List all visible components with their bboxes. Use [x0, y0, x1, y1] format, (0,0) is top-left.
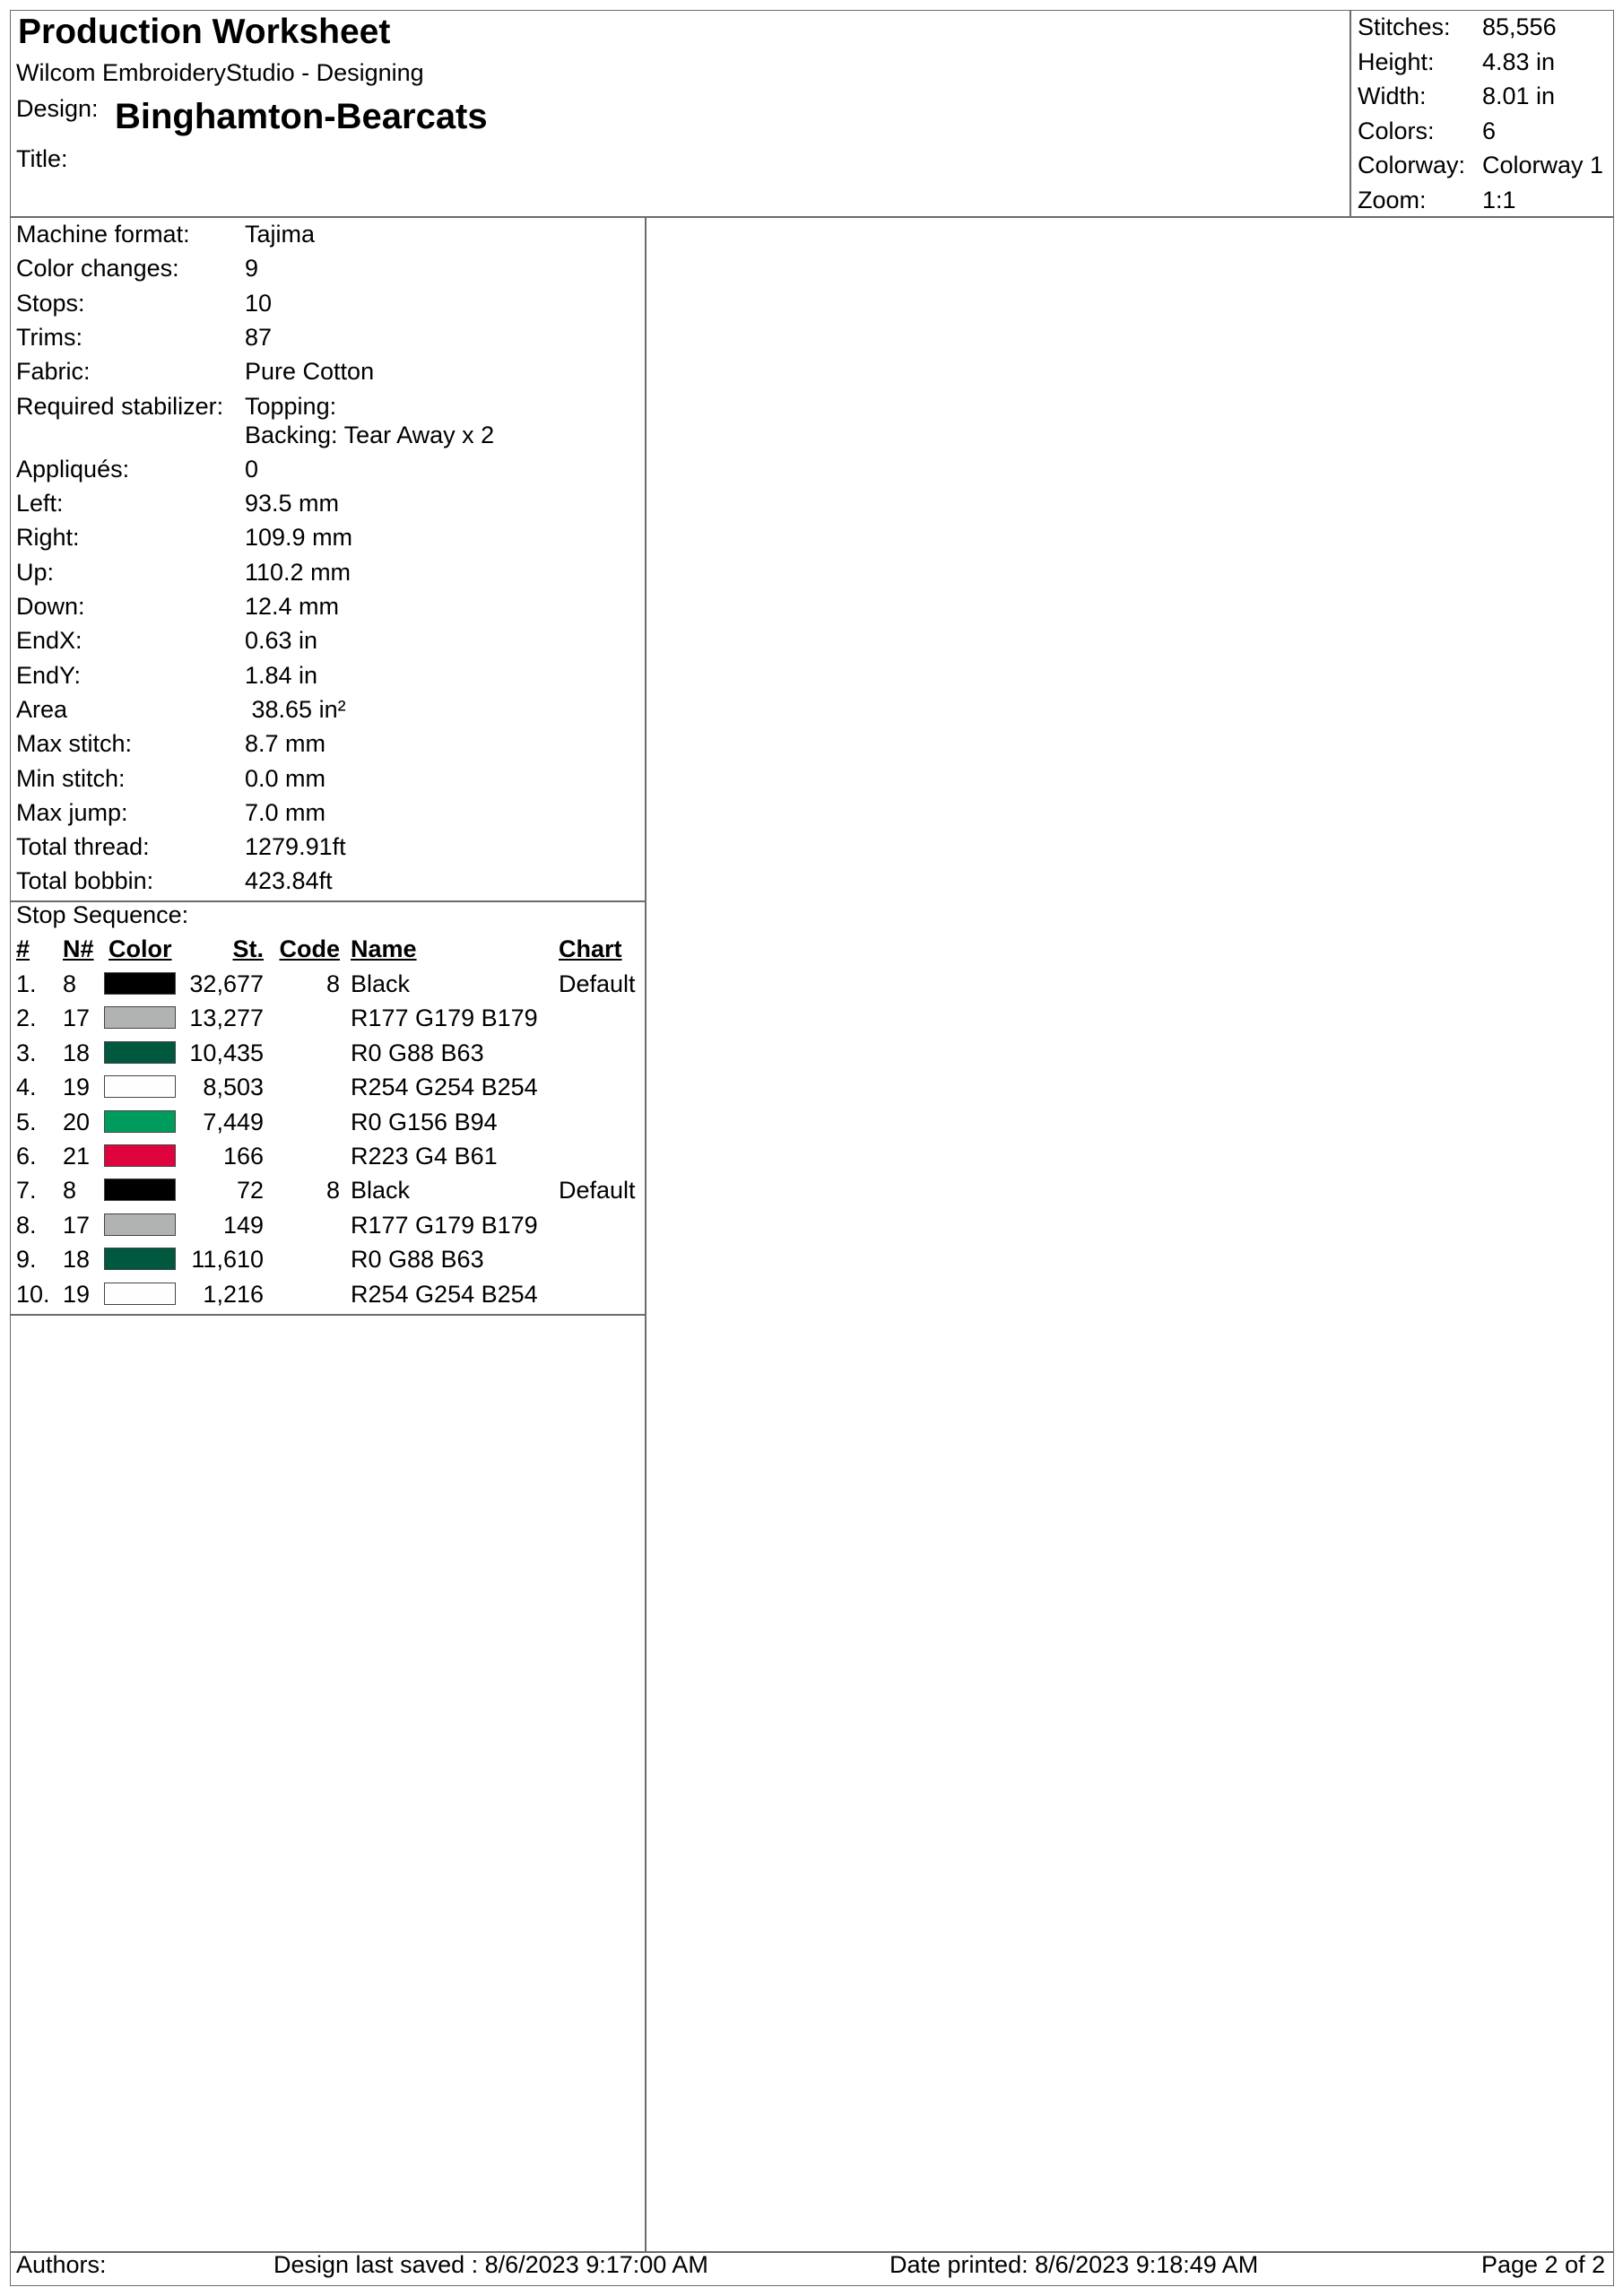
detail-label: Left:: [16, 490, 64, 517]
summary-value: 1:1: [1482, 186, 1516, 213]
left-panel-divider: [645, 216, 647, 2252]
stop-number: 10.: [16, 1280, 50, 1308]
stop-number: 2.: [16, 1004, 37, 1032]
detail-label: Area: [16, 695, 68, 723]
footer-page-number: Page 2 of 2: [1481, 2251, 1606, 2278]
needle-number: 19: [63, 1074, 91, 1101]
detail-label: Total thread:: [16, 833, 150, 861]
summary-value: 4.83 in: [1482, 48, 1556, 75]
stitch-count: 13,277: [189, 1004, 264, 1032]
stop-number: 4.: [16, 1074, 37, 1101]
col-header-num: #: [16, 935, 30, 962]
col-header-code: Code: [279, 935, 340, 962]
detail-value: 12.4 mm: [245, 593, 340, 620]
detail-label: Down:: [16, 593, 85, 620]
thread-chart: Default: [559, 1177, 636, 1205]
summary-label: Stitches:: [1358, 13, 1451, 40]
thread-name: R254 G254 B254: [351, 1074, 538, 1101]
summary-label: Height:: [1358, 48, 1435, 75]
stop-number: 3.: [16, 1039, 37, 1066]
col-header-name: Name: [351, 935, 417, 962]
summary-label: Zoom:: [1358, 186, 1427, 213]
stop-sequence-divider: [10, 1314, 646, 1316]
needle-number: 19: [63, 1280, 91, 1308]
detail-value-secondary: Backing: Tear Away x 2: [245, 421, 495, 448]
detail-value: 93.5 mm: [245, 490, 340, 517]
col-header-color: Color: [108, 935, 172, 962]
detail-label: EndX:: [16, 627, 82, 655]
needle-number: 17: [63, 1211, 91, 1239]
detail-value: 0.0 mm: [245, 764, 326, 792]
detail-value: 1.84 in: [245, 661, 318, 689]
needle-number: 21: [63, 1143, 91, 1170]
detail-label: Up:: [16, 558, 55, 586]
needle-number: 20: [63, 1108, 91, 1135]
thread-name: R177 G179 B179: [351, 1004, 538, 1032]
detail-label: Total bobbin:: [16, 867, 154, 895]
needle-number: 17: [63, 1004, 91, 1032]
color-swatch: [104, 1248, 176, 1270]
thread-code: 8: [325, 970, 340, 997]
detail-label: Min stitch:: [16, 764, 126, 792]
design-name: Binghamton-Bearcats: [115, 97, 488, 136]
detail-value: 109.9 mm: [245, 524, 353, 552]
detail-label: Trims:: [16, 323, 82, 351]
detail-value: Tajima: [245, 221, 316, 248]
thread-name: R223 G4 B61: [351, 1143, 498, 1170]
stitch-count: 72: [236, 1177, 264, 1205]
detail-value: Pure Cotton: [245, 358, 375, 386]
stop-sequence-title: Stop Sequence:: [16, 901, 189, 928]
detail-value: 110.2 mm: [245, 558, 352, 586]
summary-value: 6: [1482, 117, 1497, 144]
detail-label: Machine format:: [16, 221, 190, 248]
col-header-stitches: St.: [232, 935, 264, 962]
detail-value: 38.65 in²: [245, 695, 346, 723]
footer-last-saved: Design last saved : 8/6/2023 9:17:00 AM: [273, 2251, 708, 2278]
summary-value: 85,556: [1482, 13, 1557, 40]
stitch-count: 32,677: [189, 970, 264, 997]
color-swatch: [104, 1213, 176, 1236]
color-swatch: [104, 1144, 176, 1167]
thread-name: R177 G179 B179: [351, 1211, 538, 1239]
detail-label: Max jump:: [16, 798, 128, 826]
needle-number: 18: [63, 1039, 91, 1066]
stop-number: 5.: [16, 1108, 37, 1135]
page-title: Production Worksheet: [18, 13, 391, 51]
stitch-count: 149: [222, 1211, 264, 1239]
color-swatch: [104, 1006, 176, 1029]
summary-value: 8.01 in: [1482, 83, 1556, 109]
detail-value: 87: [245, 323, 273, 351]
software-name: Wilcom EmbroideryStudio - Designing: [16, 59, 424, 86]
summary-label: Colors:: [1358, 117, 1435, 144]
color-swatch: [104, 1075, 176, 1098]
stitch-count: 7,449: [203, 1108, 264, 1135]
detail-label: Appliqués:: [16, 455, 130, 483]
summary-label: Colorway:: [1358, 152, 1466, 178]
summary-value: Colorway 1: [1482, 152, 1604, 178]
col-header-chart: Chart: [559, 935, 622, 962]
stop-number: 1.: [16, 970, 37, 997]
col-header-needle: N#: [63, 935, 94, 962]
footer-divider: [10, 2251, 1614, 2253]
detail-value: 0.63 in: [245, 627, 318, 655]
detail-label: Fabric:: [16, 358, 91, 386]
color-swatch: [104, 1110, 176, 1133]
stop-number: 7.: [16, 1177, 37, 1205]
detail-value: 1279.91ft: [245, 833, 346, 861]
summary-label: Width:: [1358, 83, 1427, 109]
detail-value: Topping:: [245, 392, 337, 420]
detail-value: 10: [245, 289, 273, 317]
thread-name: R0 G88 B63: [351, 1246, 484, 1274]
thread-chart: Default: [559, 970, 636, 997]
stitch-count: 10,435: [189, 1039, 264, 1066]
stitch-count: 1,216: [203, 1280, 264, 1308]
stitch-count: 166: [222, 1143, 264, 1170]
stitch-count: 11,610: [191, 1246, 264, 1274]
thread-name: R0 G156 B94: [351, 1108, 498, 1135]
detail-label: Max stitch:: [16, 730, 133, 758]
stop-number: 9.: [16, 1246, 37, 1274]
footer-authors: Authors:: [16, 2251, 107, 2278]
color-swatch: [104, 1178, 176, 1201]
thread-name: R0 G88 B63: [351, 1039, 484, 1066]
detail-label: Right:: [16, 524, 80, 552]
thread-name: Black: [351, 970, 411, 997]
design-label: Design:: [16, 95, 99, 122]
detail-label: EndY:: [16, 661, 82, 689]
footer-date-printed: Date printed: 8/6/2023 9:18:49 AM: [890, 2251, 1259, 2278]
detail-value: 7.0 mm: [245, 798, 326, 826]
stitch-count: 8,503: [203, 1074, 264, 1101]
stop-number: 6.: [16, 1143, 37, 1170]
detail-value: 9: [245, 255, 259, 283]
detail-value: 8.7 mm: [245, 730, 326, 758]
detail-value: 0: [245, 455, 259, 483]
detail-value: 423.84ft: [245, 867, 333, 895]
thread-name: Black: [351, 1177, 411, 1205]
title-label: Title:: [16, 145, 68, 172]
needle-number: 8: [63, 970, 77, 997]
detail-label: Color changes:: [16, 255, 179, 283]
color-swatch: [104, 1283, 176, 1305]
needle-number: 8: [63, 1177, 77, 1205]
thread-code: 8: [325, 1177, 340, 1205]
thread-name: R254 G254 B254: [351, 1280, 538, 1308]
color-swatch: [104, 972, 176, 995]
header-divider: [10, 216, 1614, 218]
needle-number: 18: [63, 1246, 91, 1274]
detail-label: Stops:: [16, 289, 85, 317]
color-swatch: [104, 1041, 176, 1064]
summary-divider: [1350, 10, 1351, 217]
stop-number: 8.: [16, 1211, 37, 1239]
detail-label: Required stabilizer:: [16, 392, 224, 420]
